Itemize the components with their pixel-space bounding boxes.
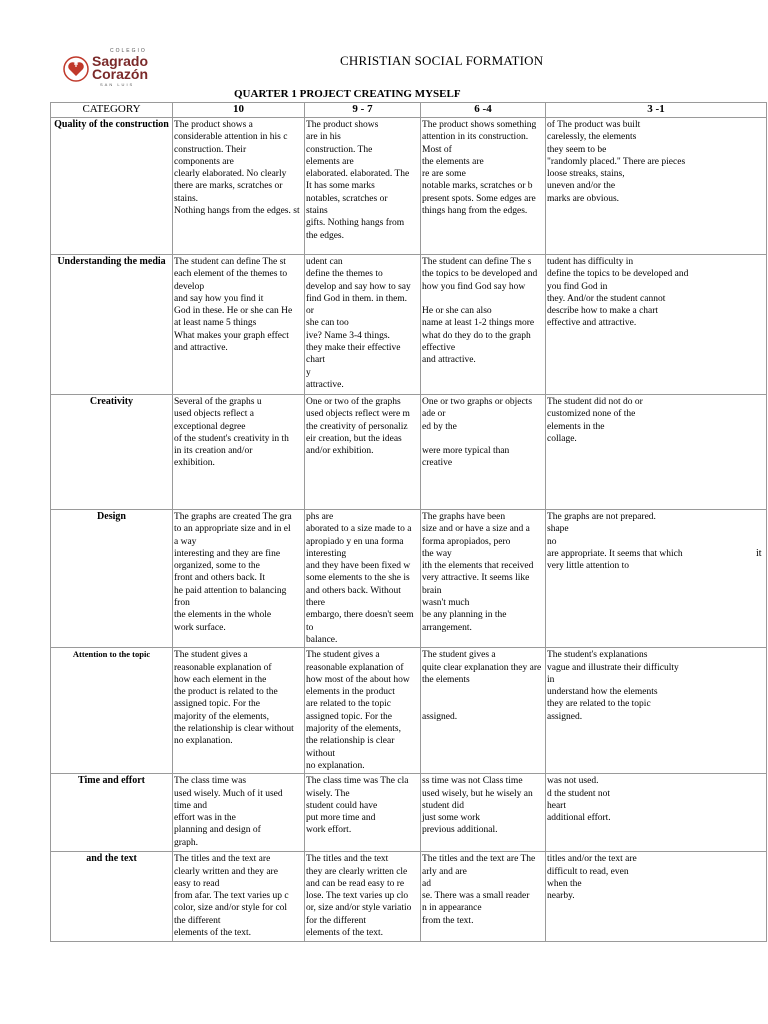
table-cell: tudent has difficulty in define the topics to be developed and you find God in they. And/or the student cannot describe how to make a chart effective and attractive. [546,255,767,395]
school-logo [60,48,170,90]
logo-top-text: COLEGIO [110,48,147,54]
header-category: CATEGORY [51,103,173,118]
heart-icon [63,56,89,82]
table-cell: One or two of the graphs used objects reflect were m the creativity of personaliz eir creation, but the ideas and/or exhibition. [305,395,421,510]
table-cell: Several of the graphs u used objects reflect a exceptional degree of the student's creativity in th in its creation and/or exhibition. [173,395,305,510]
table-cell: The student gives a quite clear explanation they are the elements assigned. [421,648,546,774]
header-row [51,103,767,118]
table-cell: The class time was used wisely. Much of it used time and effort was in the planning and design of graph. [173,774,305,852]
table-row [51,852,767,942]
table-cell: One or two graphs or objects ade or ed by the were more typical than creative [421,395,546,510]
table-cell: ss time was not Class time used wisely, but he wisely an student did just some work previous additional. [421,774,546,852]
table-cell: The titles and the text are The arly and are ad se. There was a small reader n in appearance from the text. [421,852,546,942]
table-cell: udent can define the themes to develop and say how to say find God in them. in them. or she can too ive? Name 3-4 things. they make their effective chart y attractive. [305,255,421,395]
row-category: Time and effort [51,774,173,852]
table-cell: The student's explanations vague and illustrate their difficulty in understand how the elements they are related to the topic assigned. [546,648,767,774]
row-category: Design [51,510,173,648]
table-cell: The titles and the text they are clearly written cle and can be read easy to re lose. The text varies up clo or, size and/or style variatio for the different elements of the text. [305,852,421,942]
table-cell: The student gives a reasonable explanation of how most of the about how elements in the product are related to the topic assigned topic. For the majority of the elements, the relationship is clear without no explanation. [305,648,421,774]
table-cell: titles and/or the text are difficult to read, even when the nearby. [546,852,767,942]
table-cell: The product shows a considerable attention in his c construction. Their components are clearly elaborated. No clearly there are marks, scratches or stains. Nothing hangs from the edges. st [173,118,305,255]
table-cell: The student can define The st each element of the themes to develop and say how you find it God in these. He or she can He at least name 5 things What makes your graph effect and attractive. [173,255,305,395]
row-category: Attention to the topic [51,648,173,774]
table-cell: was not used. d the student not heart additional effort. [546,774,767,852]
row-category: Quality of the construction [51,118,173,255]
table-cell: The student did not do or customized none of the elements in the collage. [546,395,767,510]
logo-line2: Corazón [92,66,148,82]
logo-bottom-text: SAN LUIS [100,82,135,87]
table-cell: The class time was The cla wisely. The student could have put more time and work effort. [305,774,421,852]
table-row [51,395,767,510]
table-cell: The graphs are created The gra to an appropriate size and in el a way interesting and they are fine organized, some to the front and others back. It he paid attention to balancing fron the elements in the whole work surface. [173,510,305,648]
row-category: and the text [51,852,173,942]
table-cell: The titles and the text are clearly written and they are easy to read from afar. The text varies up c color, size and/or style for col the different elements of the text. [173,852,305,942]
table-cell: The graphs are not prepared. shape no are appropriate. It seems that which very little attention to [546,510,767,648]
table-row [51,118,767,255]
table-cell: The student gives a reasonable explanation of how each element in the the product is related to the assigned topic. For the majority of the elements, the relationship is clear without no explanation. [173,648,305,774]
table-row [51,774,767,852]
row-category: Creativity [51,395,173,510]
stray-text: it [756,548,762,559]
table-cell: The product shows are in his construction. The elements are elaborated. elaborated. The It has some marks notables, scratches or stains gifts. Nothing hangs from the edges. [305,118,421,255]
header-score-3-1: 3 -1 [546,103,767,118]
header-score-10: 10 [173,103,305,118]
table-cell: phs are aborated to a size made to a apropiado y en una forma interesting and they have been fixed w some elements to the she is and others back. Without there embargo, there doesn't seem to balance. [305,510,421,648]
row-category: Understanding the media [51,255,173,395]
table-row [51,648,767,774]
logo-line1: Sagrado [92,53,149,69]
table-row [51,510,767,648]
table-cell: The student can define The s the topics to be developed and how you find God say how He or she can also name at least 1-2 things more what do they do to the graph effective and attractive. [421,255,546,395]
table-cell: The product shows something attention in its construction. Most of the elements are re are some notable marks, scratches or b present spots. Some edges are things hang from the edges. [421,118,546,255]
project-title: QUARTER 1 PROJECT CREATING MYSELF [234,88,461,100]
header-score-6-4: 6 -4 [421,103,546,118]
table-row [51,255,767,395]
header-score-9-7: 9 - 7 [305,103,421,118]
table-cell: The graphs have been size and or have a size and a forma apropiados, pero the way ith the elements that received very attractive. It seems like brain wasn't much be any planning in the arrangement. [421,510,546,648]
document-title: CHRISTIAN SOCIAL FORMATION [340,53,544,68]
table-cell: of The product was built carelessly, the elements they seem to be "randomly placed." There are pieces loose streaks, stains, uneven and/or the marks are obvious. [546,118,767,255]
rubric-table [50,102,767,942]
